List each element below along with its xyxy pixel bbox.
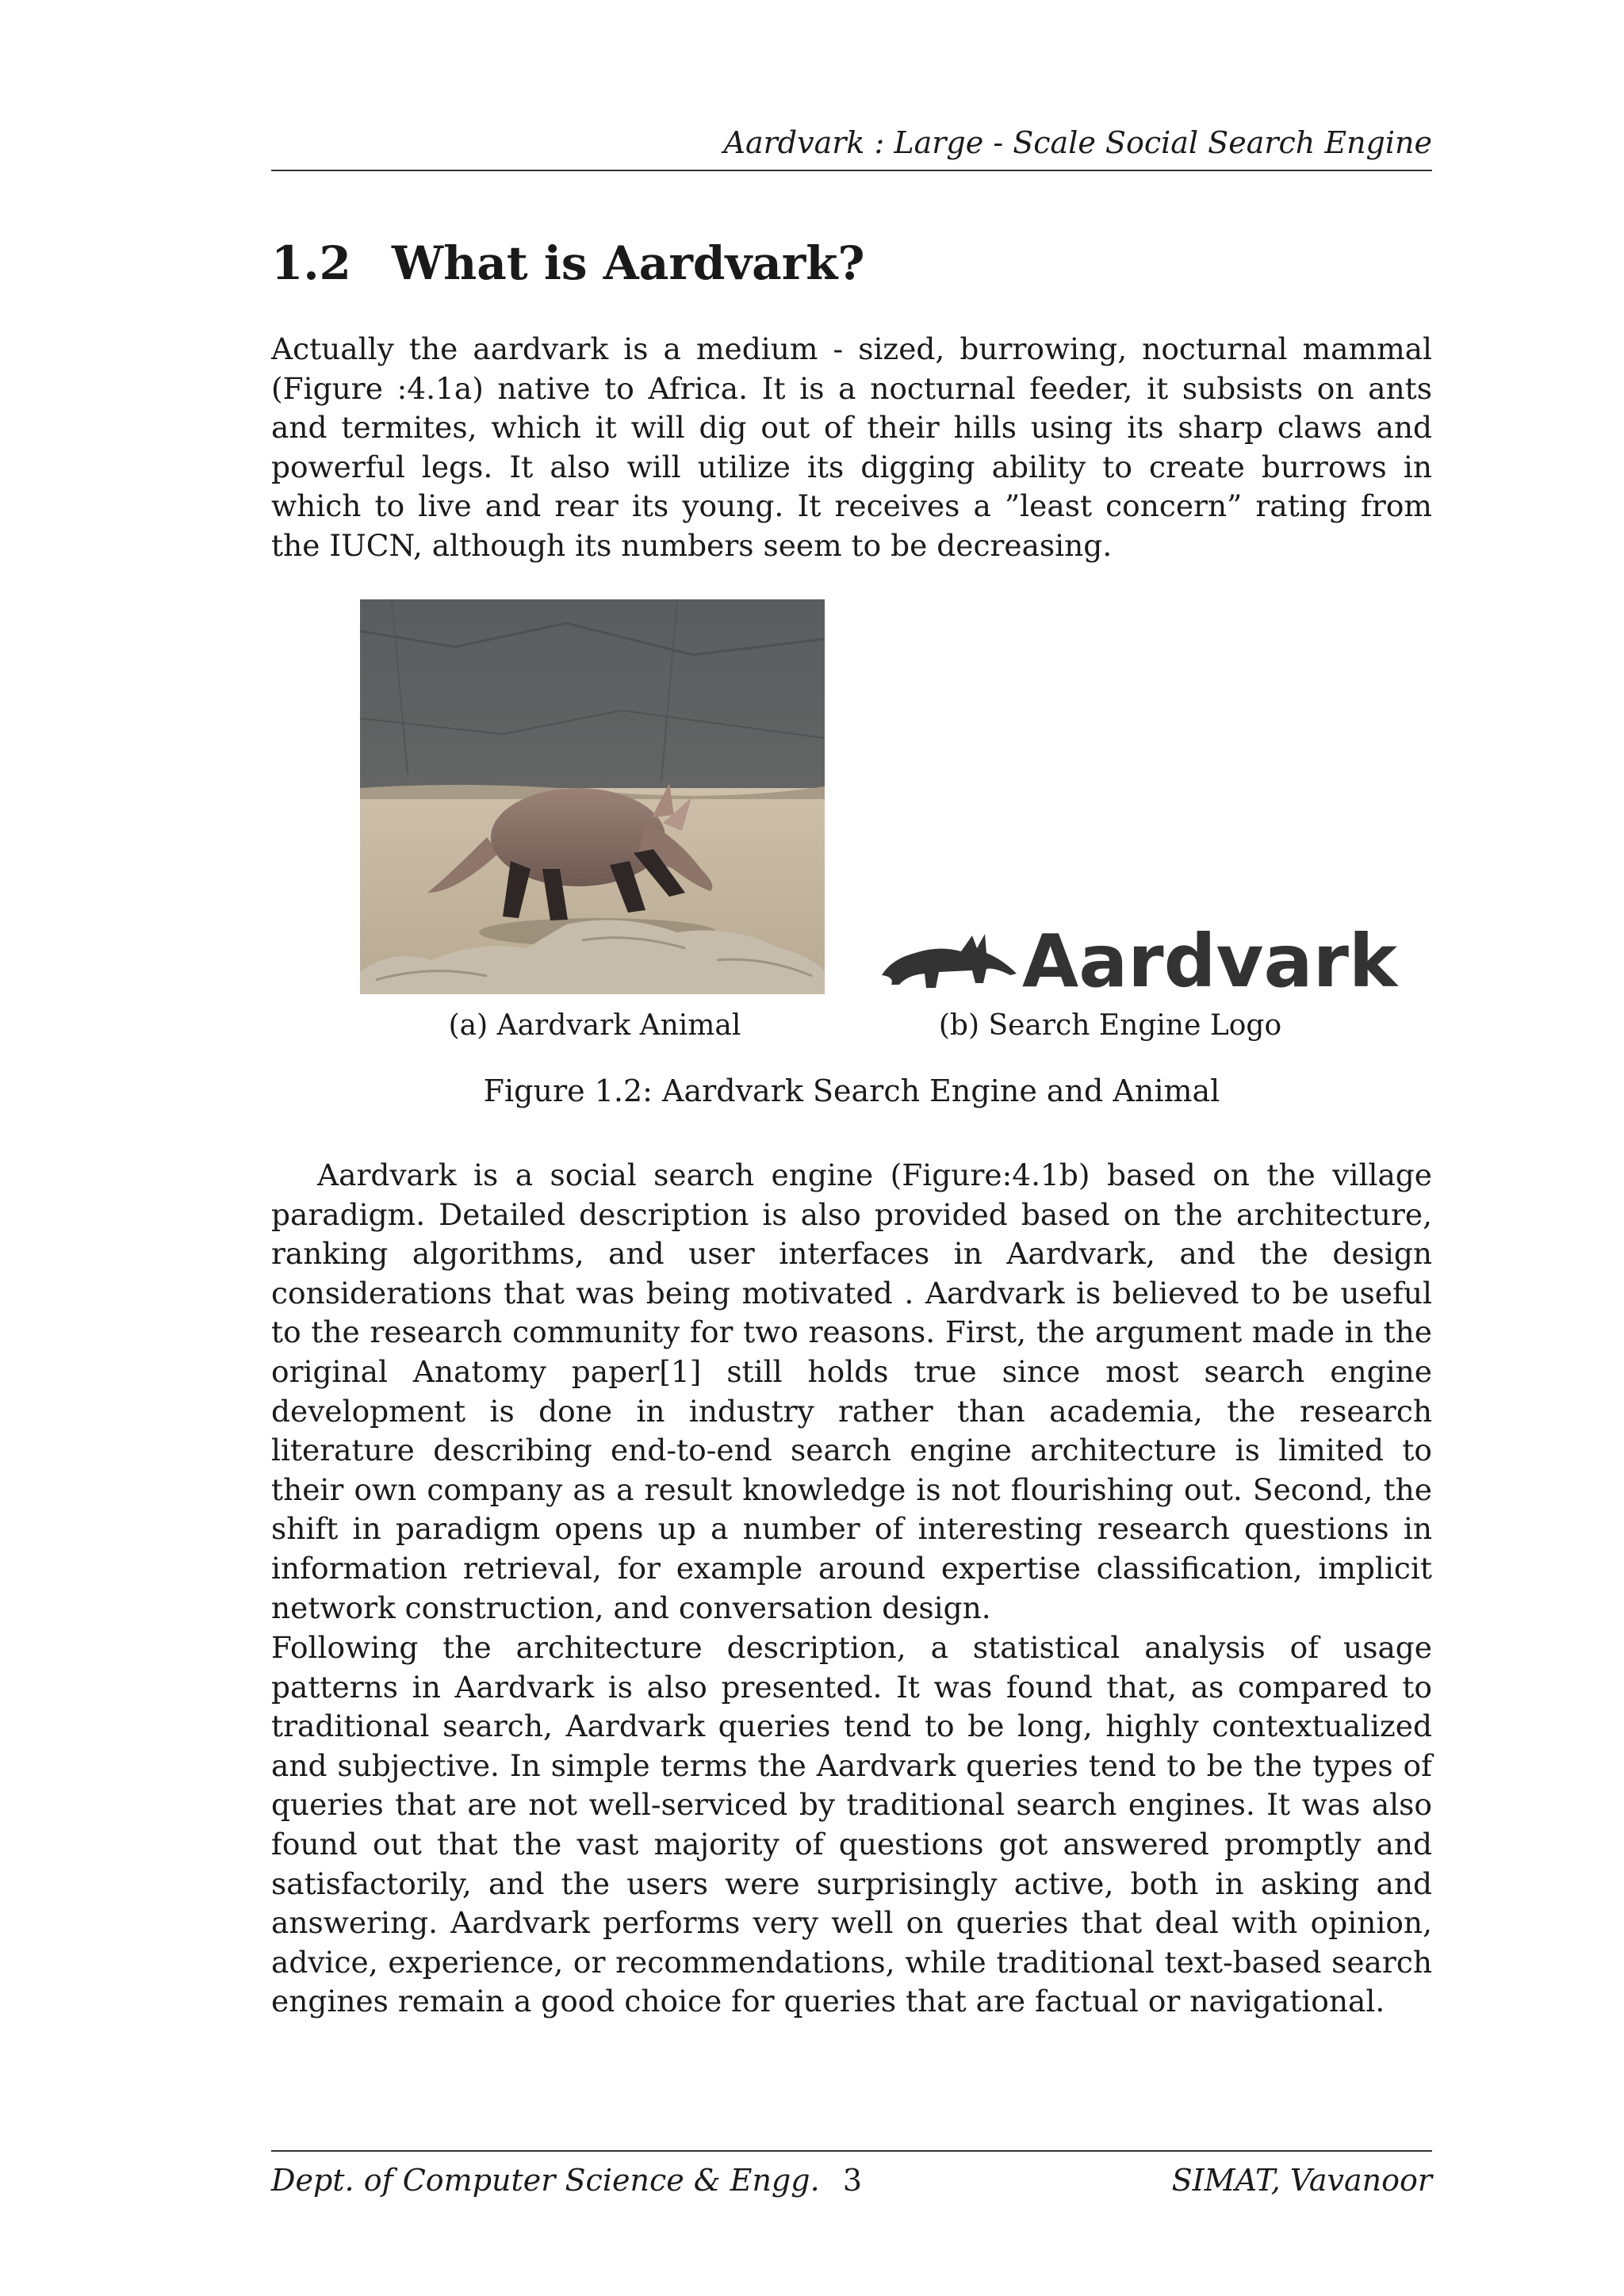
subcaption-b: (b) Search Engine Logo [938,1009,1282,1042]
paragraph-usage-analysis: Following the architecture description, a statistical analysis of usage patterns in Aardvark is also presented. It was found that, as compared to traditional search, Aardvark queries tend to be long, highly contextualized and subjective. In simple terms the Aardvark queries tend to be the types of queries that are not well-serviced by traditional search engines. It was also found out that the vast majority of questions got answered promptly and satisfactorily, and the users were surprisingly active, both in asking and answering. Aardvark performs very well on queries that deal with opinion, advice, experience, or recommendations, while traditional text-based search engines remain a good choice for queries that are factual or navigational. [271,1630,1432,2019]
aardvark-silhouette-icon [882,934,1017,988]
header-rule [271,170,1432,171]
footer-rule [271,2150,1432,2152]
logo-wordmark: Aardvark [1022,919,1398,1004]
logo-mark [882,934,1017,988]
aardvark-animal-photo [360,599,825,994]
running-header: Aardvark : Large - Scale Social Search Engine [723,125,1432,160]
footer-institution: SIMAT, Vavanoor [1171,2163,1432,2198]
page-number: 3 [842,2163,863,2198]
subcaption-a: (a) Aardvark Animal [448,1009,741,1042]
section-heading [271,236,1432,292]
section-title: What is Aardvark? [392,236,865,290]
paragraph-social-search: Aardvark is a social search engine (Figure:4.1b) based on the village paradigm. Detailed description is also provided based on the architecture, ranking algorithms, and user interfaces in Aardvark, and the design considerations that was being motivated . Aardvark is believed to be useful to the research community for two reasons. First, the argument made in the original Anatomy paper[1] still holds true since most search engine development is done in industry rather than academia, the research literature describing end-to-end search engine architecture is limited to their own company as a result knowledge is not flourishing out. Second, the shift in paradigm opens up a number of interesting research questions in information retrieval, for example around expertise classification, implicit network construction, and conversation design. [271,1158,1432,1625]
paragraph-intro: Actually the aardvark is a medium - sized, burrowing, nocturnal mammal (Figure :4.1a) native to Africa. It is a nocturnal feeder, it subsists on ants and termites, which it will dig out of their hills using its sharp claws and powerful legs. It also will utilize its digging ability to create burrows in which to live and rear its young. It receives a ”least concern” rating from the IUCN, although its numbers seem to be decreasing. [271,331,1432,563]
aardvark-logo [875,912,1398,1007]
footer-department: Dept. of Computer Science & Engg. [271,2163,820,2198]
figure-caption: Figure 1.2: Aardvark Search Engine and Animal [483,1073,1220,1108]
section-number: 1.2 [271,236,351,290]
